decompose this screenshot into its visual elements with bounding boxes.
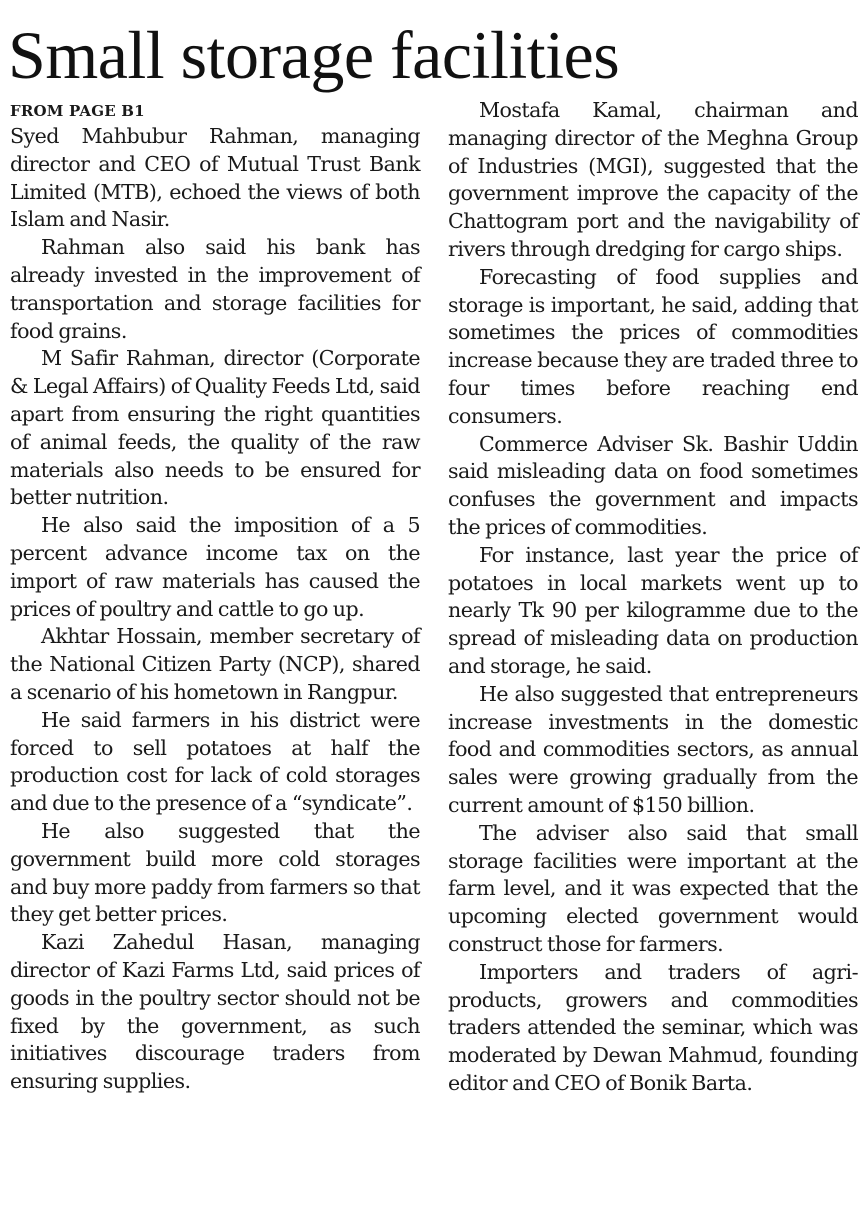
paragraph: For instance, last year the price of potatoes in local markets went up to nearly Tk 90 per kilogramme due to the spread of misleading data on production and storage, he said. [448,542,858,678]
paragraph: Rahman also said his bank has already invested in the improvement of transportation and storage facilities for food grains. [10,235,420,343]
jump-label: FROM PAGE B1 [10,102,145,120]
paragraph: The adviser also said that small storage facilities were important at the farm level, and it was expected that the upcoming elected government would construct those for farmers. [448,820,858,956]
paragraph: He also said the imposition of a 5 percent advance income tax on the import of raw materials has caused the prices of poultry and cattle to go up. [10,513,420,621]
paragraph: Importers and traders of agri-products, growers and commodities traders attended the seminar, which was moderated by Dewan Mahmud, founding editor and CEO of Bonik Barta. [448,959,858,1095]
paragraph: Syed Mahbubur Rahman, managing director and CEO of Mutual Trust Bank Limited (MTB), echoed the views of both Islam and Nasir. [10,124,420,232]
paragraph: Forecasting of food supplies and storage is important, he said, adding that sometimes the prices of commodities increase because they are traded three to four times before reaching end consumers. [448,264,858,428]
article-column-left [10,97,420,1096]
headline: Small storage facilities [8,17,620,93]
paragraph: He also suggested that the government build more cold storages and buy more paddy from farmers so that they get better prices. [10,818,420,927]
paragraph: Commerce Adviser Sk. Bashir Uddin said misleading data on food sometimes confuses the government and impacts the prices of commodities. [448,431,858,539]
paragraph: He said farmers in his district were forced to sell potatoes at half the production cost for lack of cold storages and due to the presence of a “syndicate”. [10,707,420,816]
paragraph: Akhtar Hossain, member secretary of the National Citizen Party (NCP), shared a scenario of his hometown in Rangpur. [10,624,420,704]
article-column-right [448,97,858,1098]
paragraph: He also suggested that entrepreneurs increase investments in the domestic food and commodities sectors, as annual sales were growing gradually from the current amount of $150 billion. [448,681,858,817]
paragraph: Kazi Zahedul Hasan, managing director of Kazi Farms Ltd, said prices of goods in the poultry sector should not be fixed by the government, as such initiatives discourage traders from ensuring supplies. [10,930,420,1094]
paragraph: Mostafa Kamal, chairman and managing director of the Meghna Group of Industries (MGI), suggested that the government improve the capacity of the Chattogram port and the navigability of rivers through dredging for cargo ships. [448,98,858,261]
paragraph: M Safir Rahman, director (Corporate & Legal Affairs) of Quality Feeds Ltd, said apart from ensuring the right quantities of animal feeds, the quality of the raw materials also needs to be ensured for better nutrition. [10,346,420,510]
